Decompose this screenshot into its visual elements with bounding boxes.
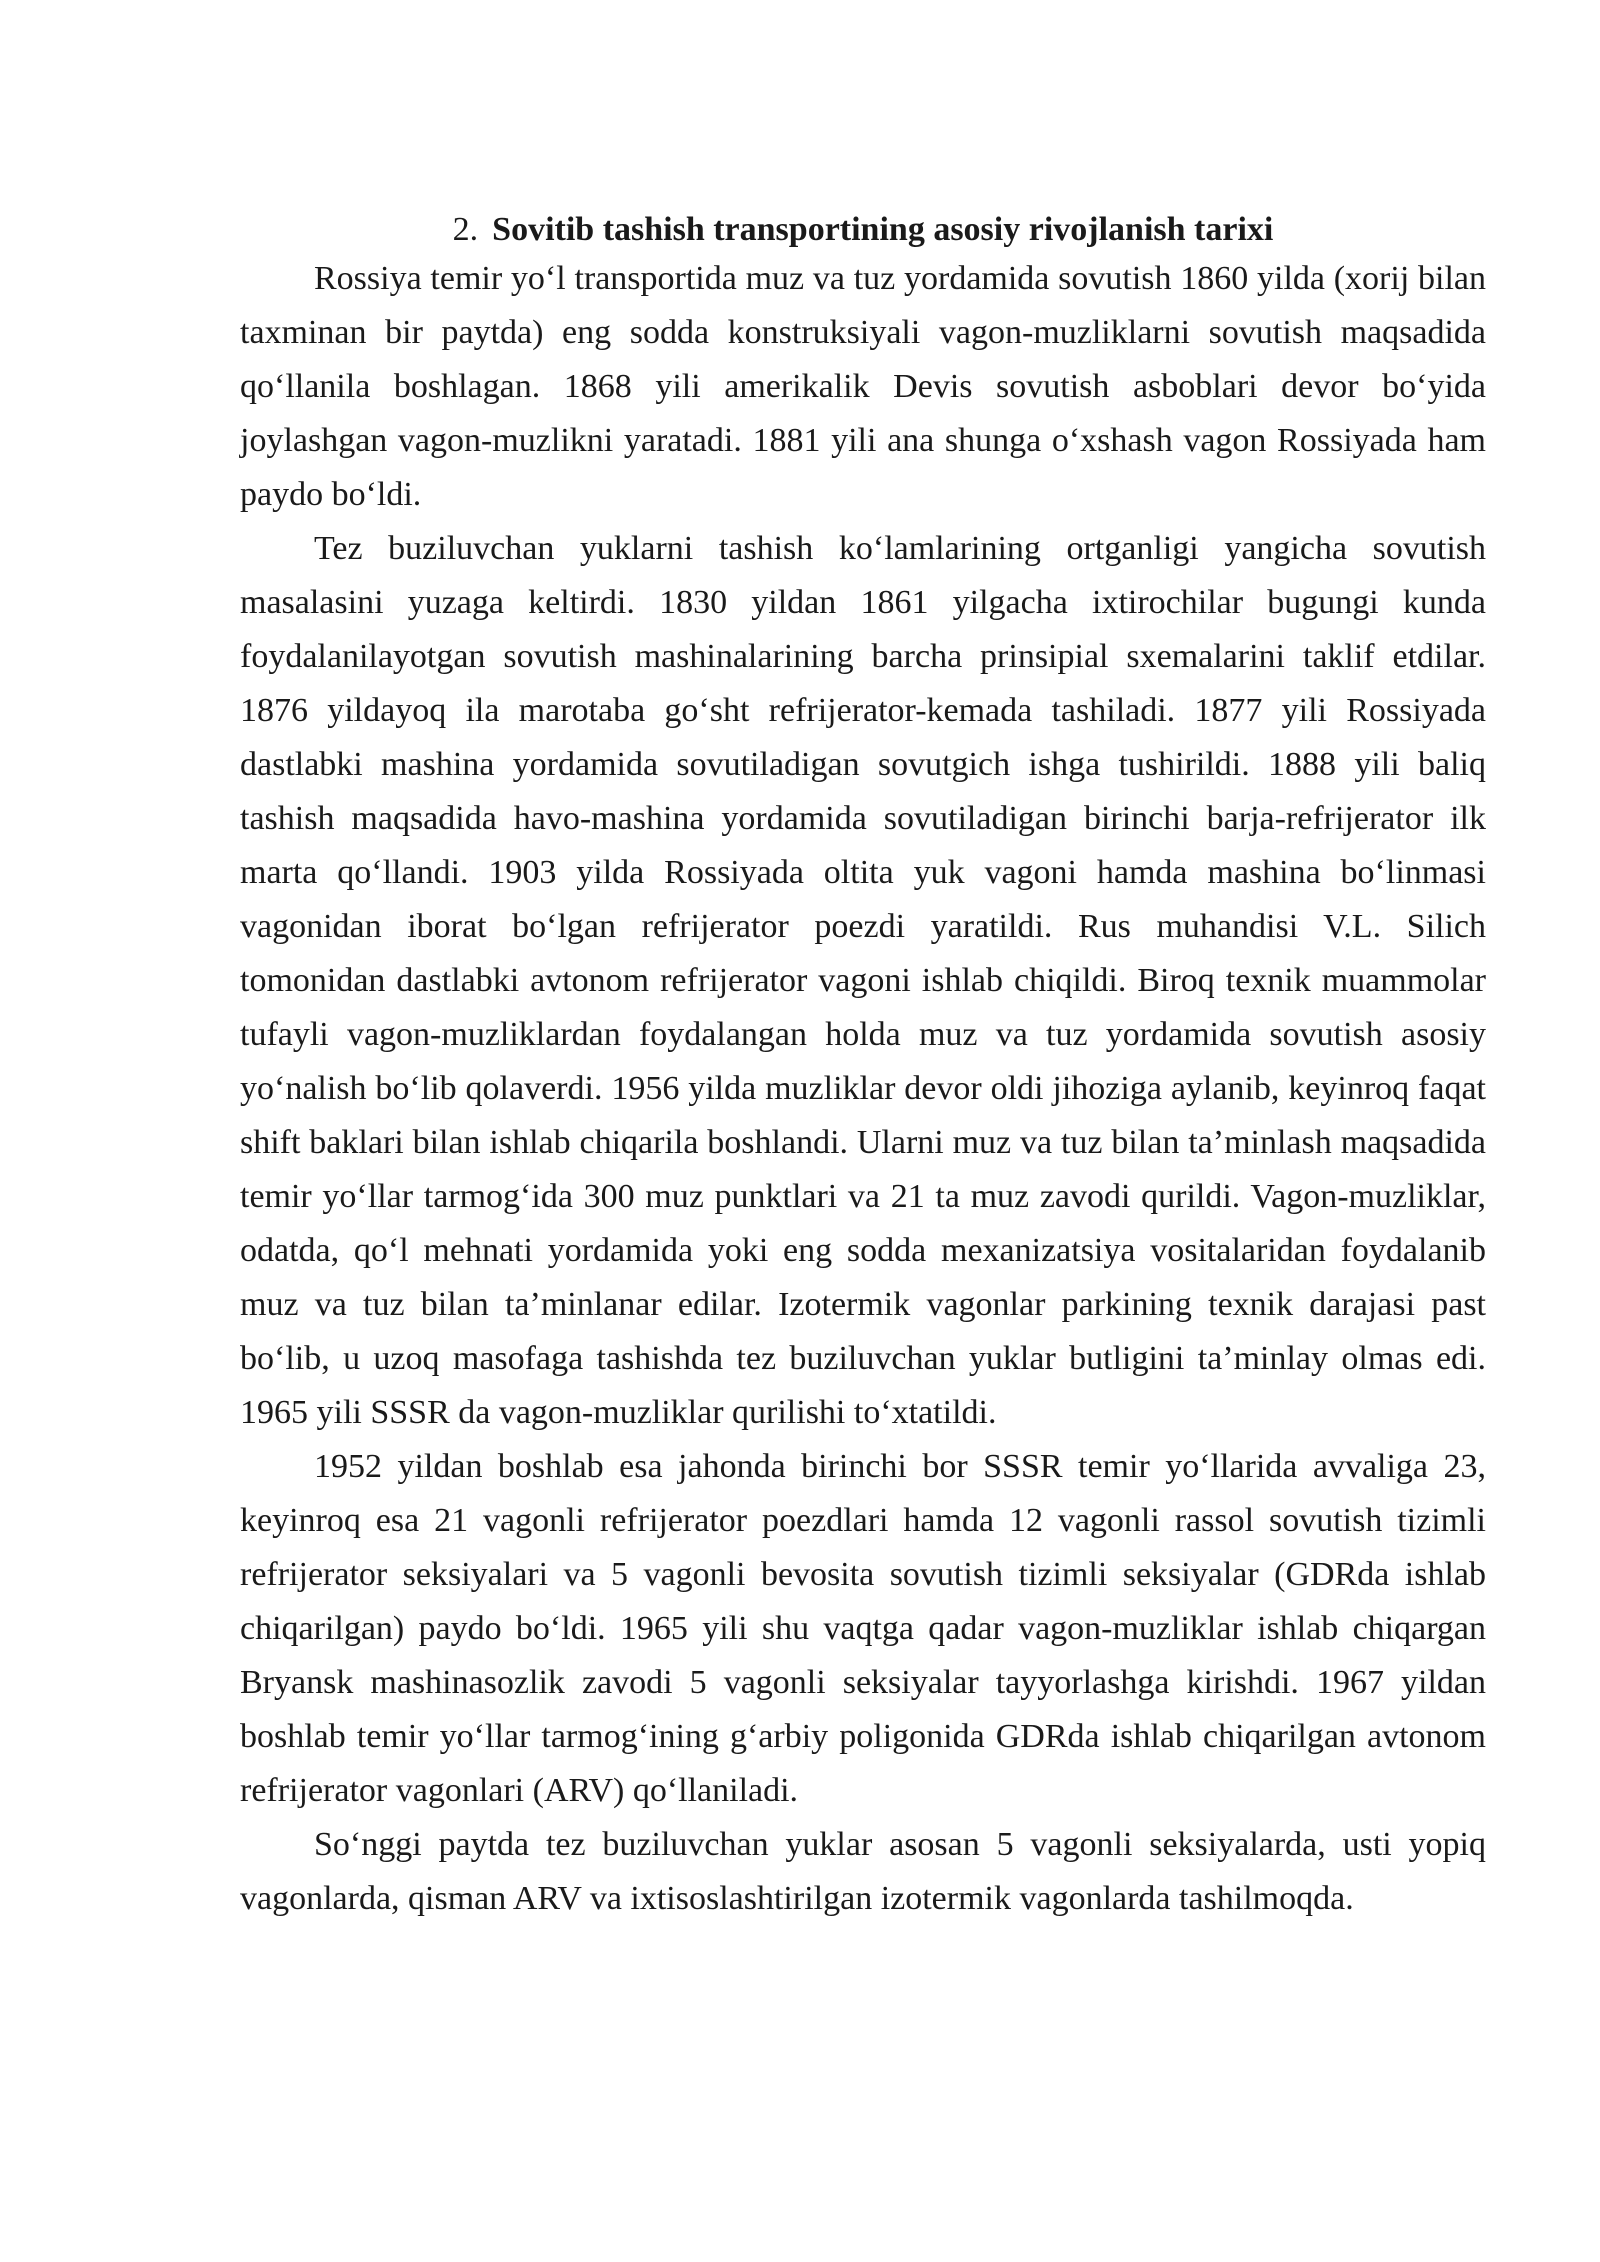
paragraph: 1952 yildan boshlab esa jahonda birinchi bor SSSR temir yo‘llarida avvaliga 23, keyinroq esa 21 vagonli refrijerator poezdlari hamda 12 vagonli rassol sovutish tizimli refrijerator seksiyalari va 5 vagonli bevosita sovutish tizimli seksiyalar (GDRda ishlab chiqarilgan) paydo bo‘ldi. 1965 yili shu vaqtga qadar vagon-muzliklar ishlab chiqargan Bryansk mashinasozlik zavodi 5 vagonli seksiyalar tayyorlashga kirishdi. 1967 yildan boshlab temir yo‘llar tarmog‘ining g‘arbiy poligonida GDRda ishlab chiqarilgan avtonom refrijerator vagonlari (ARV) qo‘llaniladi. (240, 1448, 1486, 1809)
document-body (240, 208, 1486, 1926)
paragraph: Rossiya temir yo‘l transportida muz va tuz yordamida sovutish 1860 yilda (xorij bilan taxminan bir paytda) eng sodda konstruksiyali vagon-muzliklarni sovutish maqsadida qo‘llanila boshlagan. 1868 yili amerikalik Devis sovutish asboblari devor bo‘yida joylashgan vagon-muzlikni yaratadi. 1881 yili ana shunga o‘xshash vagon Rossiyada ham paydo bo‘ldi. (240, 260, 1486, 513)
paragraph: So‘nggi paytda tez buziluvchan yuklar asosan 5 vagonli seksiyalarda, usti yopiq vagonlarda, qisman ARV va ixtisoslashtirilgan izotermik vagonlarda tashilmoqda. (240, 1826, 1486, 1917)
section-title: Sovitib tashish transportining asosiy rivojlanish tarixi (492, 211, 1274, 248)
section-number: 2. (452, 211, 479, 248)
paragraph: Tez buziluvchan yuklarni tashish ko‘lamlarining ortganligi yangicha sovutish masalasini yuzaga keltirdi. 1830 yildan 1861 yilgacha ixtirochilar bugungi kunda foydalanilayotgan sovutish mashinalarining barcha prinsipial sxemalarini taklif etdilar. 1876 yildayoq ila marotaba go‘sht refrijerator-kemada tashiladi. 1877 yili Rossiyada dastlabki mashina yordamida sovutiladigan sovutgich ishga tushirildi. 1888 yili baliq tashish maqsadida havo-mashina yordamida sovutiladigan birinchi barja-refrijerator ilk marta qo‘llandi. 1903 yilda Rossiyada oltita yuk vagoni hamda mashina bo‘linmasi vagonidan iborat bo‘lgan refrijerator poezdi yaratildi. Rus muhandisi V.L. Silich tomonidan dastlabki avtonom refrijerator vagoni ishlab chiqildi. Biroq texnik muammolar tufayli vagon-muzliklardan foydalangan holda muz va tuz yordamida sovutish asosiy yo‘nalish bo‘lib qolaverdi. 1956 yilda muzliklar devor oldi jihoziga aylanib, keyinroq faqat shift baklari bilan ishlab chiqarila boshlandi. Ularni muz va tuz bilan ta’minlash maqsadida temir yo‘llar tarmog‘ida 300 muz punktlari va 21 ta muz zavodi qurildi. Vagon-muzliklar, odatda, qo‘l mehnati yordamida yoki eng sodda mexanizatsiya vositalaridan foydalanib muz va tuz bilan ta’minlanar edilar. Izotermik vagonlar parkining texnik darajasi past bo‘lib, u uzoq masofaga tashishda tez buziluvchan yuklar butligini ta’minlay olmas edi. 1965 yili SSSR da vagon-muzliklar qurilishi to‘xtatildi. (240, 530, 1486, 1431)
section-heading (240, 208, 1486, 252)
